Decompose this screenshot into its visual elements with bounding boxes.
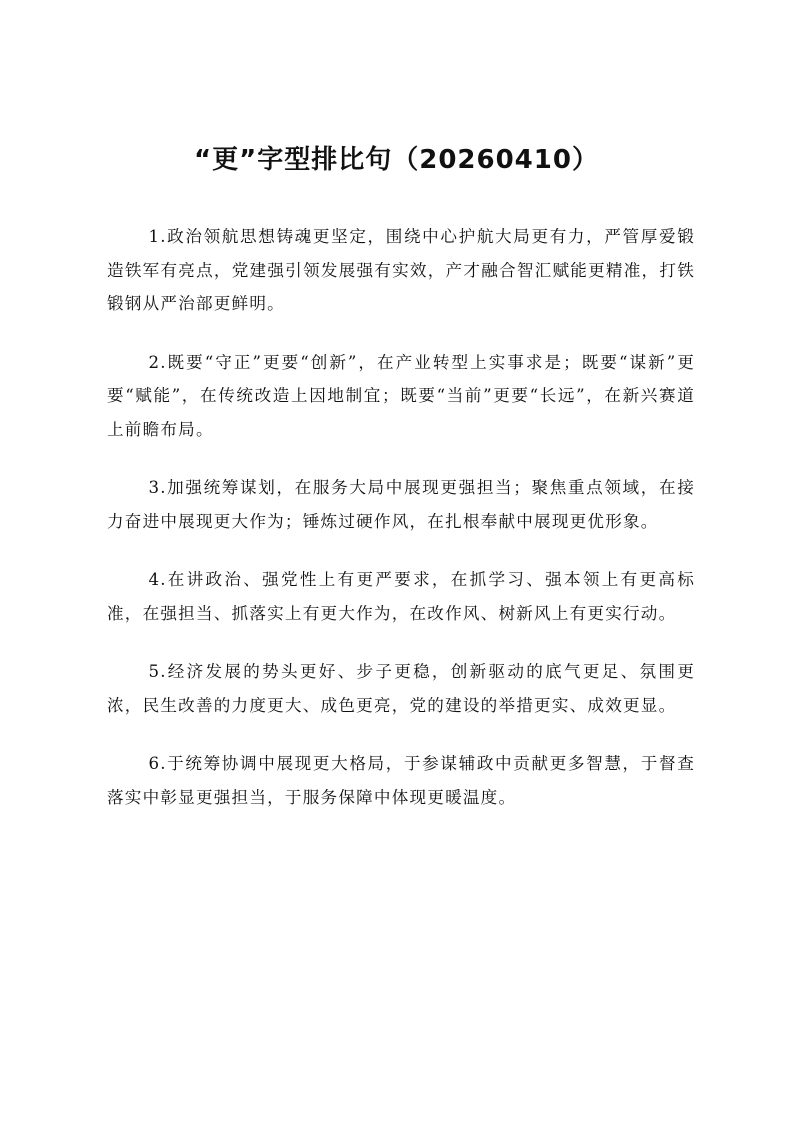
- paragraph-6: 6.于统筹协调中展现更大格局，于参谋辅政中贡献更多智慧，于督查落实中彰显更强担当，于服务保障中体现更暖温度。: [107, 754, 695, 807]
- paragraph-4: 4.在讲政治、强党性上有更严要求，在抓学习、强本领上有更高标准，在强担当、抓落实上有更大作为，在改作风、树新风上有更实行动。: [107, 570, 695, 623]
- paragraph-1: 1.政治领航思想铸魂更坚定，围绕中心护航大局更有力，严管厚爱锻造铁军有亮点，党建强引领发展强有实效，产才融合智汇赋能更精准，打铁锻钢从严治部更鲜明。: [107, 227, 695, 313]
- document-body: [107, 220, 695, 839]
- document-title: “更”字型排比句（20260410）: [194, 145, 599, 175]
- paragraph-5: 5.经济发展的势头更好、步子更稳，创新驱动的底气更足、氛围更浓，民生改善的力度更大、成色更亮，党的建设的举措更实、成效更显。: [107, 662, 695, 715]
- paragraph-3: 3.加强统筹谋划，在服务大局中展现更强担当；聚焦重点领域，在接力奋进中展现更大作为；锤炼过硬作风，在扎根奉献中展现更优形象。: [107, 478, 695, 531]
- paragraph-2: 2.既要“守正”更要“创新”，在产业转型上实事求是；既要“谋新”更要“赋能”，在传统改造上因地制宜；既要“当前”更要“长远”，在新兴赛道上前瞻布局。: [107, 352, 695, 439]
